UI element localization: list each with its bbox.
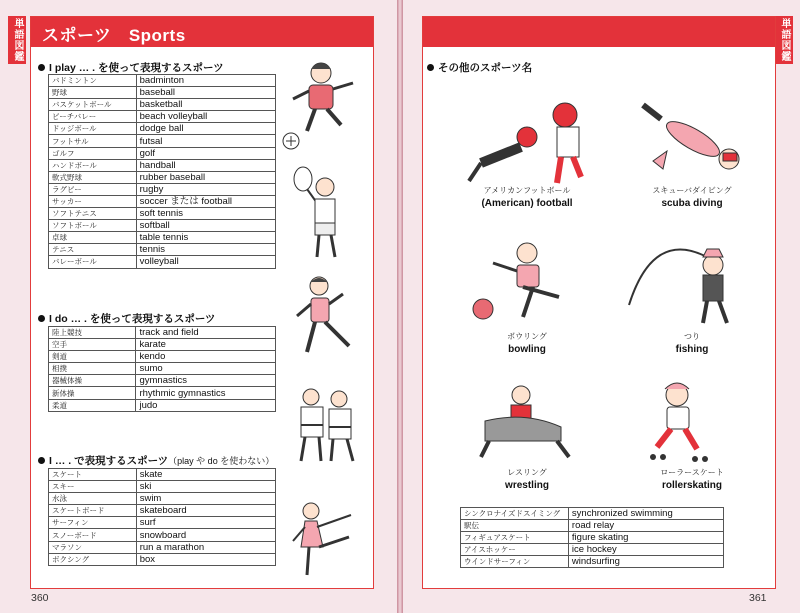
page-title: スポーツ Sports: [42, 26, 186, 45]
table-row: [49, 171, 276, 183]
caption-en-american-football: (American) football: [481, 198, 573, 209]
term-japanese: ラグビー: [49, 183, 137, 195]
table-row: [49, 208, 276, 220]
term-english: run a marathon: [136, 541, 275, 553]
scuba-diver-illustration: [633, 95, 753, 185]
term-japanese: バドミントン: [49, 75, 137, 87]
term-japanese: 軟式野球: [49, 171, 137, 183]
term-japanese: 柔道: [49, 399, 136, 411]
term-japanese: マラソン: [49, 541, 137, 553]
table-row: [49, 339, 276, 351]
table-row: [461, 532, 724, 544]
term-japanese: アイスホッケー: [461, 544, 569, 556]
term-japanese: 野球: [49, 87, 137, 99]
page-number: 360: [31, 592, 49, 604]
term-japanese: ソフトボール: [49, 220, 137, 232]
term-english: surf: [136, 517, 275, 529]
section-heading-do: I do … . を使って表現するスポーツ: [38, 311, 215, 326]
table-row: [461, 544, 724, 556]
term-english: soft tennis: [136, 208, 275, 220]
term-japanese: フットサル: [49, 135, 137, 147]
term-japanese: 新体操: [49, 387, 136, 399]
soccer-player-illustration: [281, 57, 361, 152]
term-japanese: 陸上競技: [49, 327, 136, 339]
index-tab: 単語図鑑: [775, 16, 793, 64]
caption-jp-fishing: つり: [684, 332, 700, 341]
term-english: softball: [136, 220, 275, 232]
term-japanese: ボクシング: [49, 553, 137, 565]
right-page: [403, 0, 800, 613]
judo-illustration: [291, 385, 361, 465]
caption-jp-american-football: アメリカンフットボール: [483, 186, 571, 195]
term-english: judo: [136, 399, 276, 411]
term-english: karate: [136, 339, 276, 351]
table-row: [49, 183, 276, 195]
term-japanese: テニス: [49, 244, 137, 256]
term-japanese: スノーボード: [49, 529, 137, 541]
table-row: [49, 375, 276, 387]
section-heading-other-sports: その他のスポーツ名: [427, 60, 532, 75]
term-english: box: [136, 553, 275, 565]
tennis-player-illustration: [289, 165, 355, 260]
bowling-illustration: [463, 237, 583, 327]
section-heading-no-verb: I … . で表現するスポーツ（play や do を使わない）: [38, 453, 274, 468]
vocab-table-play: [48, 74, 276, 269]
bullet-icon: [38, 315, 45, 322]
term-english: skateboard: [136, 505, 275, 517]
content-frame: [422, 16, 776, 589]
table-row: [49, 159, 276, 171]
index-tab: 単語図鑑: [8, 16, 26, 64]
term-japanese: ドッジボール: [49, 123, 137, 135]
table-row: [49, 111, 276, 123]
term-english: tennis: [136, 244, 275, 256]
page-header: [31, 17, 373, 47]
table-row: [49, 553, 276, 565]
term-japanese: フィギュアスケート: [461, 532, 569, 544]
term-english: skate: [136, 469, 275, 481]
caption-jp-rollerskating: ローラースケート: [660, 468, 724, 477]
term-japanese: 駅伝: [461, 520, 569, 532]
table-row: [49, 505, 276, 517]
table-row: [49, 493, 276, 505]
table-row: [49, 123, 276, 135]
table-row: [49, 387, 276, 399]
term-english: table tennis: [136, 232, 275, 244]
table-row: [49, 481, 276, 493]
wrestling-illustration: [465, 381, 585, 461]
table-row: [49, 75, 276, 87]
term-japanese: 卓球: [49, 232, 137, 244]
table-row: [49, 327, 276, 339]
table-row: [49, 87, 276, 99]
american-football-illustration: [461, 97, 591, 192]
term-japanese: ハンドボール: [49, 159, 137, 171]
table-row: [49, 541, 276, 553]
table-row: [461, 508, 724, 520]
term-english: windsurfing: [568, 556, 723, 568]
bullet-icon: [427, 64, 434, 71]
term-english: swim: [136, 493, 275, 505]
term-english: basketball: [136, 99, 275, 111]
term-english: soccer または football: [136, 195, 275, 207]
table-row: [49, 517, 276, 529]
table-row: [49, 469, 276, 481]
table-row: [49, 195, 276, 207]
term-english: road relay: [568, 520, 723, 532]
term-english: track and field: [136, 327, 276, 339]
left-page: [0, 0, 397, 613]
vocab-table-other: [460, 507, 724, 568]
table-row: [49, 147, 276, 159]
term-japanese: 相撲: [49, 363, 136, 375]
term-japanese: ウインドサーフィン: [461, 556, 569, 568]
term-japanese: サッカー: [49, 195, 137, 207]
caption-jp-bowling: ボウリング: [507, 332, 547, 341]
term-english: figure skating: [568, 532, 723, 544]
table-row: [49, 529, 276, 541]
vocab-table-do: [48, 326, 276, 412]
term-english: beach volleyball: [136, 111, 275, 123]
table-row: [49, 232, 276, 244]
term-english: kendo: [136, 351, 276, 363]
table-row: [461, 520, 724, 532]
term-japanese: スケート: [49, 469, 137, 481]
term-japanese: スキー: [49, 481, 137, 493]
bullet-icon: [38, 457, 45, 464]
term-japanese: スケートボード: [49, 505, 137, 517]
fishing-illustration: [623, 235, 743, 327]
bullet-icon: [38, 64, 45, 71]
term-english: badminton: [136, 75, 275, 87]
table-row: [49, 399, 276, 411]
term-japanese: ソフトテニス: [49, 208, 137, 220]
table-row: [49, 99, 276, 111]
term-japanese: シンクロナイズドスイミング: [461, 508, 569, 520]
table-row: [49, 256, 276, 268]
term-japanese: 水泳: [49, 493, 137, 505]
term-japanese: 空手: [49, 339, 136, 351]
table-row: [461, 556, 724, 568]
term-english: ski: [136, 481, 275, 493]
table-row: [49, 135, 276, 147]
term-english: golf: [136, 147, 275, 159]
runner-illustration: [289, 272, 361, 362]
term-english: rubber baseball: [136, 171, 275, 183]
term-english: ice hockey: [568, 544, 723, 556]
table-row: [49, 351, 276, 363]
term-english: gymnastics: [136, 375, 276, 387]
vocab-table-no-verb: [48, 468, 276, 566]
caption-jp-scuba-diving: スキューバダイビング: [652, 186, 732, 195]
term-japanese: ゴルフ: [49, 147, 137, 159]
term-japanese: ビーチバレー: [49, 111, 137, 123]
term-japanese: バスケットボール: [49, 99, 137, 111]
table-row: [49, 363, 276, 375]
term-english: dodge ball: [136, 123, 275, 135]
term-english: baseball: [136, 87, 275, 99]
section-heading-play: I play … . を使って表現するスポーツ: [38, 60, 224, 75]
term-english: sumo: [136, 363, 276, 375]
caption-en-wrestling: wrestling: [505, 480, 549, 491]
term-english: handball: [136, 159, 275, 171]
figure-skater-illustration: [289, 497, 364, 582]
term-english: rhythmic gymnastics: [136, 387, 276, 399]
term-japanese: サーフィン: [49, 517, 137, 529]
term-japanese: 剣道: [49, 351, 136, 363]
caption-en-bowling: bowling: [508, 344, 546, 355]
table-row: [49, 244, 276, 256]
caption-en-scuba-diving: scuba diving: [661, 198, 723, 209]
term-japanese: 器械体操: [49, 375, 136, 387]
term-english: synchronized swimming: [568, 508, 723, 520]
content-frame: [30, 16, 374, 589]
caption-jp-wrestling: レスリング: [507, 468, 547, 477]
page-header: [423, 17, 775, 47]
term-english: rugby: [136, 183, 275, 195]
table-row: [49, 220, 276, 232]
rollerskater-illustration: [637, 377, 737, 467]
caption-en-fishing: fishing: [675, 344, 709, 355]
term-english: volleyball: [136, 256, 275, 268]
term-english: futsal: [136, 135, 275, 147]
page-number: 361: [749, 592, 767, 604]
term-english: snowboard: [136, 529, 275, 541]
term-japanese: バレーボール: [49, 256, 137, 268]
caption-en-rollerskating: rollerskating: [661, 480, 723, 491]
